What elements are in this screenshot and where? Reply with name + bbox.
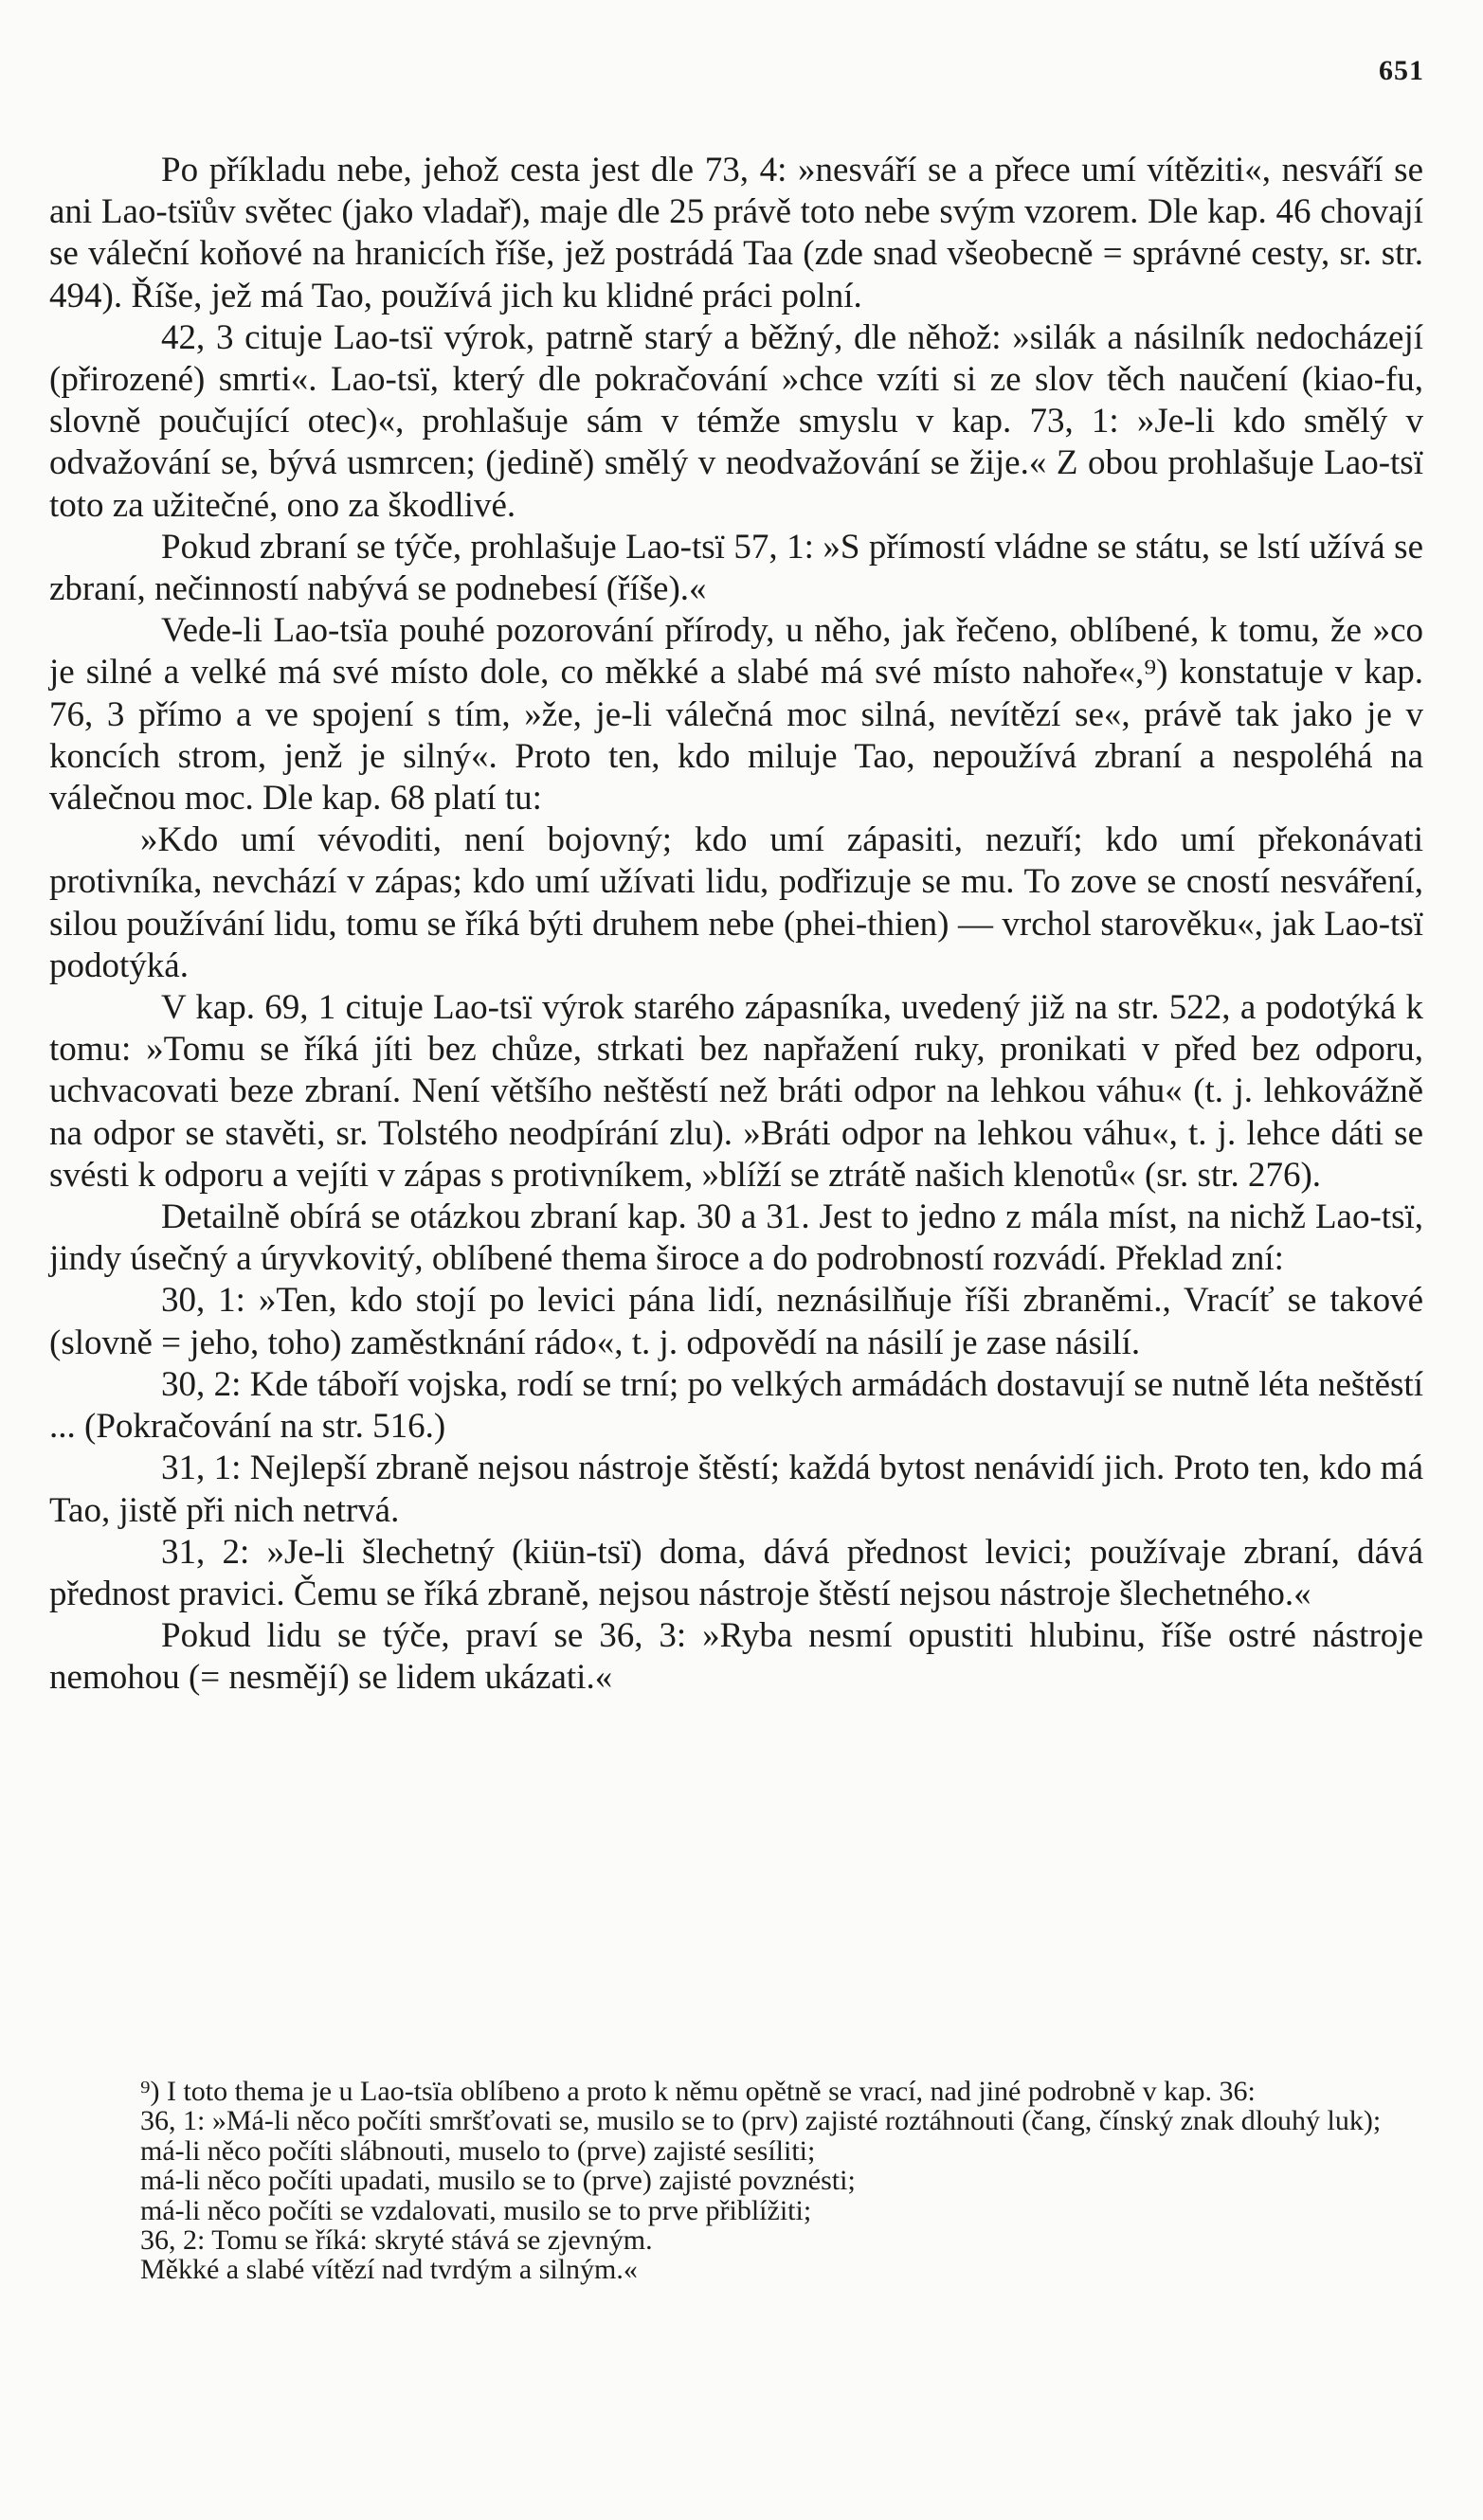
paragraph: 42, 3 cituje Lao-tsï výrok, patrně starý a běžný, dle něhož: »silák a násilník nedocházejí (přirozené) smrti«. Lao-tsï, který dle pokračování »chce vzíti si ze slov těch naučení (kiao-fu, slovně poučující otec)«, prohlašuje sám v témže smyslu v kap. 73, 1: »Je-li kdo smělý v odvažování se, bývá usmrcen; (jedině) smělý v neodvažování se žije.« Z obou prohlašuje Lao-tsï toto za užitečné, ono za škodlivé.	[49, 317, 1423, 525]
paragraph: V kap. 69, 1 cituje Lao-tsï výrok starého zápasníka, uvedený již na str. 522, a podotýká k tomu: »Tomu se říká jíti bez chůze, strkati bez napřažení ruky, pronikati v před bez odporu, uchvacovati beze zbraní. Není většího neštěstí než bráti odpor na lehkou váhu« (t. j. lehkovážně na odpor se stavěti, sr. Tolstého neodpírání zlu). »Bráti odpor na lehkou váhu«, t. j. lehce dáti se svésti k odporu a vejíti v zápas s protivníkem, »blíží se ztrátě našich klenotů« (sr. str. 276).	[49, 988, 1423, 1195]
footnote-line: Měkké a slabé vítězí nad tvrdým a silným.«	[140, 2254, 638, 2286]
paragraph: Po příkladu nebe, jehož cesta jest dle 73, 4: »nesváří se a přece umí vítěziti«, nesváří se ani Lao-tsïův světec (jako vladař), maje dle 25 právě toto nebe svým vzorem. Dle kap. 46 chovají se váleční koňové na hranicích říše, jež postrádá Taa (zde snad všeobecně = správné cesty, sr. str. 494). Říše, jež má Tao, používá jich ku klidné práci polní.	[49, 151, 1423, 315]
paragraph: Vede-li Lao-tsïa pouhé pozorování přírody, u něho, jak řečeno, oblíbené, k tomu, že »co je silné a velké má své místo dole, co měkké a slabé má své místo nahoře«,⁹) konstatuje v kap. 76, 3 přímo a ve spojení s tím, »že, je-li válečná moc silná, nevítězí se«, právě tak jako je v koncích strom, jenž je silný«. Proto ten, kdo miluje Tao, nepoužívá zbraní a nespoléhá na válečnou moc. Dle kap. 68 platí tu:	[49, 611, 1423, 819]
paragraph: Pokud lidu se týče, praví se 36, 3: »Ryba nesmí opustiti hlubinu, říše ostré nástroje nemohou (= nesmějí) se lidem ukázati.«	[49, 1616, 1423, 1698]
paragraph: 31, 1: Nejlepší zbraně nejsou nástroje štěstí; každá bytost nenávidí jich. Proto ten, kdo má Tao, jistě při nich netrvá.	[49, 1449, 1423, 1530]
paragraph: 30, 1: »Ten, kdo stojí po levici pána lidí, neznásilňuje říši zbraněmi., Vracíť se takové (slovně = jeho, toho) zaměstknání rádo«, t. j. odpovědí na násilí je zase násilí.	[49, 1281, 1423, 1362]
footnote-line: má-li něco počíti se vzdalovati, musilo se to prve přiblížiti;	[140, 2194, 812, 2226]
footnote-line: má-li něco počíti slábnouti, muselo to (prve) zajisté sesíliti;	[140, 2134, 816, 2167]
page-number: 651	[1379, 55, 1424, 86]
paragraph: 31, 2: »Je-li šlechetný (kiün-tsï) doma, dává přednost levici; používaje zbraní, dává přednost pravici. Čemu se říká zbraně, nejsou nástroje štěstí nejsou nástroje šlechetného.«	[49, 1532, 1423, 1613]
body-text	[49, 150, 1423, 1700]
paragraph: Detailně obírá se otázkou zbraní kap. 30 a 31. Jest to jedno z mála míst, na nichž Lao-tsï, jindy úsečný a úryvkovitý, oblíbené thema široce a do podrobností rozvádí. Překlad zní:	[49, 1197, 1423, 1279]
footnote	[49, 2077, 1423, 2285]
footnote-intro: ⁹) I toto thema je u Lao-tsïa oblíbeno a proto k němu opětně se vrací, nad jiné podrobně v kap. 36:	[140, 2076, 1256, 2107]
footnote-line: má-li něco počíti upadati, musilo se to (prve) zajisté povznésti;	[140, 2165, 856, 2197]
paragraph: Pokud zbraní se týče, prohlašuje Lao-tsï 57, 1: »S přímostí vládne se státu, se lstí užívá se zbraní, nečinností nabývá se podnebesí (říše).«	[49, 527, 1423, 609]
footnote-line: 36, 1: »Má-li něco počíti smršťovati se, musilo se to (prv) zajisté roztáhnouti (čang, čínský znak dlouhý luk);	[140, 2105, 1382, 2137]
paragraph-quote: »Kdo umí vévoditi, není bojovný; kdo umí zápasiti, nezuří; kdo umí překonávati protivníka, nevchází v zápas; kdo umí užívati lidu, podřizuje se mu. To zove se cností nesváření, silou používání lidu, tomu se říká býti druhem nebe (phei-thien) — vrchol starověku«, jak Lao-tsï podotýká.	[49, 820, 1423, 985]
paragraph: 30, 2: Kde táboří vojska, rodí se trní; po velkých armádách dostavují se nutně léta neštěstí ... (Pokračování na str. 516.)	[49, 1364, 1423, 1447]
footnote-line: 36, 2: Tomu se říká: skryté stává se zjevným.	[140, 2224, 653, 2257]
